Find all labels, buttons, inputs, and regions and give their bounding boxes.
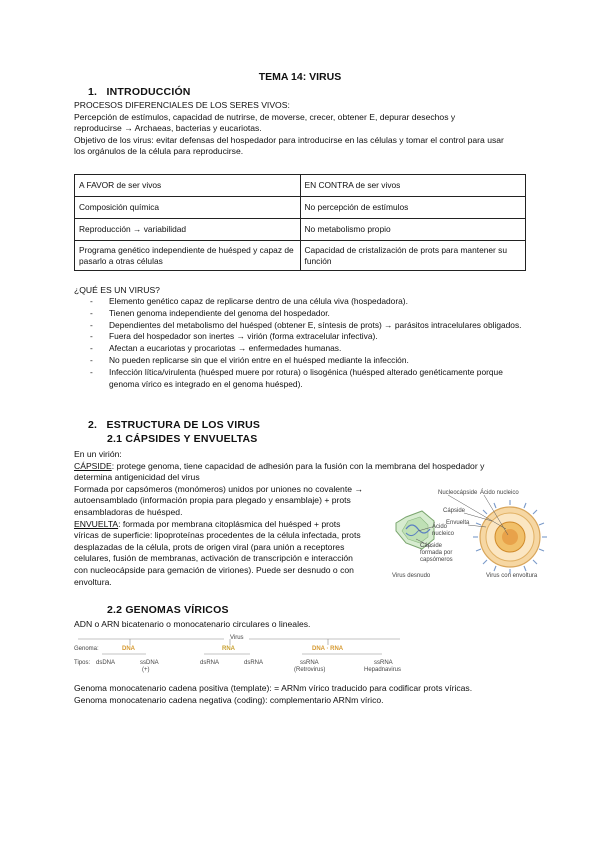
body-line: celulares, fusión de membranas, activación de transcripción e interacción <box>74 553 353 564</box>
body-line: Formada por capsómeros (monómeros) unidos por uniones no covalente → <box>74 483 363 494</box>
section-number: 2. <box>88 419 98 431</box>
genomas-intro <box>74 619 310 631</box>
intro-line: reproducirse → Archaeas, bacterias y eucariotas. <box>74 123 262 134</box>
body-line: Genoma monocatenario cadena negativa (coding): complementario ARNm vírico. <box>74 694 384 705</box>
section-number: 1. <box>88 86 98 98</box>
note-ssdna: (+) <box>142 667 150 673</box>
caption-virus-envoltura: Virus con envoltura <box>486 573 538 579</box>
enveloped-virus-icon <box>473 500 547 574</box>
list-item: - Tienen genoma independiente del genoma del hospedador. <box>90 308 530 320</box>
table-row <box>75 197 526 219</box>
intro-line: Percepción de estímulos, capacidad de nutrirse, de moverse, crecer, obtener E, depurar desechos y <box>74 111 456 122</box>
table-row <box>75 241 526 271</box>
intro-subheading: PROCESOS DIFERENCIALES DE LOS SERES VIVOS: <box>74 100 290 110</box>
body-line: Genoma monocatenario cadena positiva (template): = ARNm vírico traducido para codificar prots víricas. <box>74 683 473 693</box>
label-capsomeros: Cápside formada por capsómeros <box>420 543 453 563</box>
type-ssrna: ssRNA <box>300 660 319 666</box>
type-dsrna: dsRNA <box>200 660 220 666</box>
subsection-title: 2.2 GENOMAS VÍRICOS <box>107 604 229 616</box>
virus-definition-list <box>90 296 530 390</box>
note-ssrna: (Retrovirus) <box>294 667 326 673</box>
table-cell: A FAVOR de ser vivos <box>75 175 301 197</box>
label-capside: Cápside <box>443 508 466 514</box>
section-2-heading <box>88 419 260 431</box>
type-ssrna-2: ssRNA <box>374 660 393 666</box>
subsection-title: 2.1 CÁPSIDES Y ENVUELTAS <box>107 433 258 445</box>
genome-rna: RNA <box>222 646 235 652</box>
comparison-table <box>74 174 526 271</box>
term-envuelta: ENVUELTA <box>74 518 119 529</box>
intro-line: Objetivo de los virus: evitar defensas del hospedador para introducirse en las células y tomar el control para usar <box>74 134 504 145</box>
subsection-2-1-heading <box>107 433 257 445</box>
comparison-table-wrapper <box>74 174 526 271</box>
type-dsdna: dsDNA <box>96 660 116 666</box>
term-capside: CÁPSIDE <box>74 460 112 471</box>
list-item: - Elemento genético capaz de replicarse dentro de una célula viva (hospedadora). <box>90 296 530 308</box>
body-line: desplazadas de la célula, prots de origen viral (para unión a receptores <box>74 541 345 552</box>
body-line <box>74 461 484 473</box>
table-cell: Composición química <box>75 197 301 219</box>
section-title: ESTRUCTURA DE LOS VIRUS <box>106 419 261 431</box>
table-row <box>75 219 526 241</box>
section-1-heading <box>88 86 191 98</box>
table-cell: Reproducción → variabilidad <box>75 219 301 241</box>
type-dsrna-2: dsRNA <box>244 660 264 666</box>
list-item: - No pueden replicarse sin que el virión entre en el huésped mediante la infección. <box>90 355 530 367</box>
caption-virus-desnudo: Virus desnudo <box>392 573 431 579</box>
intro-line: los orgánulos de la célula para reproducirse. <box>74 146 244 157</box>
table-cell: No percepción de estímulos <box>300 197 526 219</box>
table-cell: No metabolismo propio <box>300 219 526 241</box>
virus-structure-figure <box>388 487 558 582</box>
subsection-2-2-heading <box>107 604 229 616</box>
section-title: INTRODUCCIÓN <box>106 86 191 98</box>
genome-dna-rna: DNA · RNA <box>312 646 344 652</box>
term-definition: : formada por membrana citoplásmica del huésped + prots <box>118 518 341 529</box>
genomas-details <box>74 683 472 706</box>
body-line: con nucleocápside para gemación de viriones). Puede ser desnudo o con <box>74 564 354 575</box>
intro-block <box>74 100 504 158</box>
genome-root-virus: Virus <box>230 635 244 641</box>
question-text: ¿QUÉ ES UN VIRUS? <box>74 285 160 295</box>
label-acido-nucleico-top: Ácido nucleico <box>480 490 519 496</box>
label-envuelta: Envuelta <box>446 520 470 526</box>
list-item: - Fuera del hospedador son inertes → virión (forma extracelular infectiva). <box>90 331 530 343</box>
body-line: ensambladoras de huésped. <box>74 506 183 517</box>
virus-illustration <box>388 487 558 582</box>
type-ssdna: ssDNA <box>140 660 159 666</box>
body-line: ADN o ARN bicatenario o monocatenario circulares o lineales. <box>74 619 311 629</box>
label-acido-nucleico: Ácido nucleico <box>432 524 455 537</box>
list-item: - Afectan a eucariotas y procariotas → enfermedades humanas. <box>90 343 530 355</box>
body-line: autoensamblado (información propia para plegado y ensamblaje) + prots <box>74 495 351 506</box>
que-es-question <box>74 285 160 297</box>
genome-types-diagram <box>74 634 404 676</box>
genome-row-label: Genoma: <box>74 646 99 652</box>
body-line: determina antigenicidad del virus <box>74 472 200 483</box>
term-definition: : protege genoma, tiene capacidad de adhesión para la fusión con la membrana del hospedador y <box>111 460 485 471</box>
page-title: TEMA 14: VIRUS <box>258 71 342 83</box>
table-row <box>75 175 526 197</box>
label-nucleocapside: Nucleocápside <box>438 490 478 496</box>
body-line: víricas de superficie: lipoproteínas procedentes de la célula infectada, prots <box>74 530 361 541</box>
table-cell: Programa genético independiente de huésped y capaz de pasarlo a otras células <box>75 241 301 271</box>
list-item: - Infección lítica/virulenta (huésped muere por rotura) o lisogénica (huésped alterado genéticamente porque genoma vírico es integrado en el genoma huésped). <box>90 367 530 391</box>
list-item: - Dependientes del metabolismo del huésped (obtener E, síntesis de prots) → parásitos intracelulares obligados. <box>90 320 530 332</box>
body-line: En un virión: <box>74 449 122 459</box>
table-cell: EN CONTRA de ser vivos <box>300 175 526 197</box>
note-ssrna-2: Hepadnavirus <box>364 667 402 673</box>
table-cell: Capacidad de cristalización de prots para mantener su función <box>300 241 526 271</box>
genome-dna: DNA <box>122 646 135 652</box>
types-row-label: Tipos: <box>74 660 91 666</box>
body-line: envoltura. <box>74 576 112 587</box>
